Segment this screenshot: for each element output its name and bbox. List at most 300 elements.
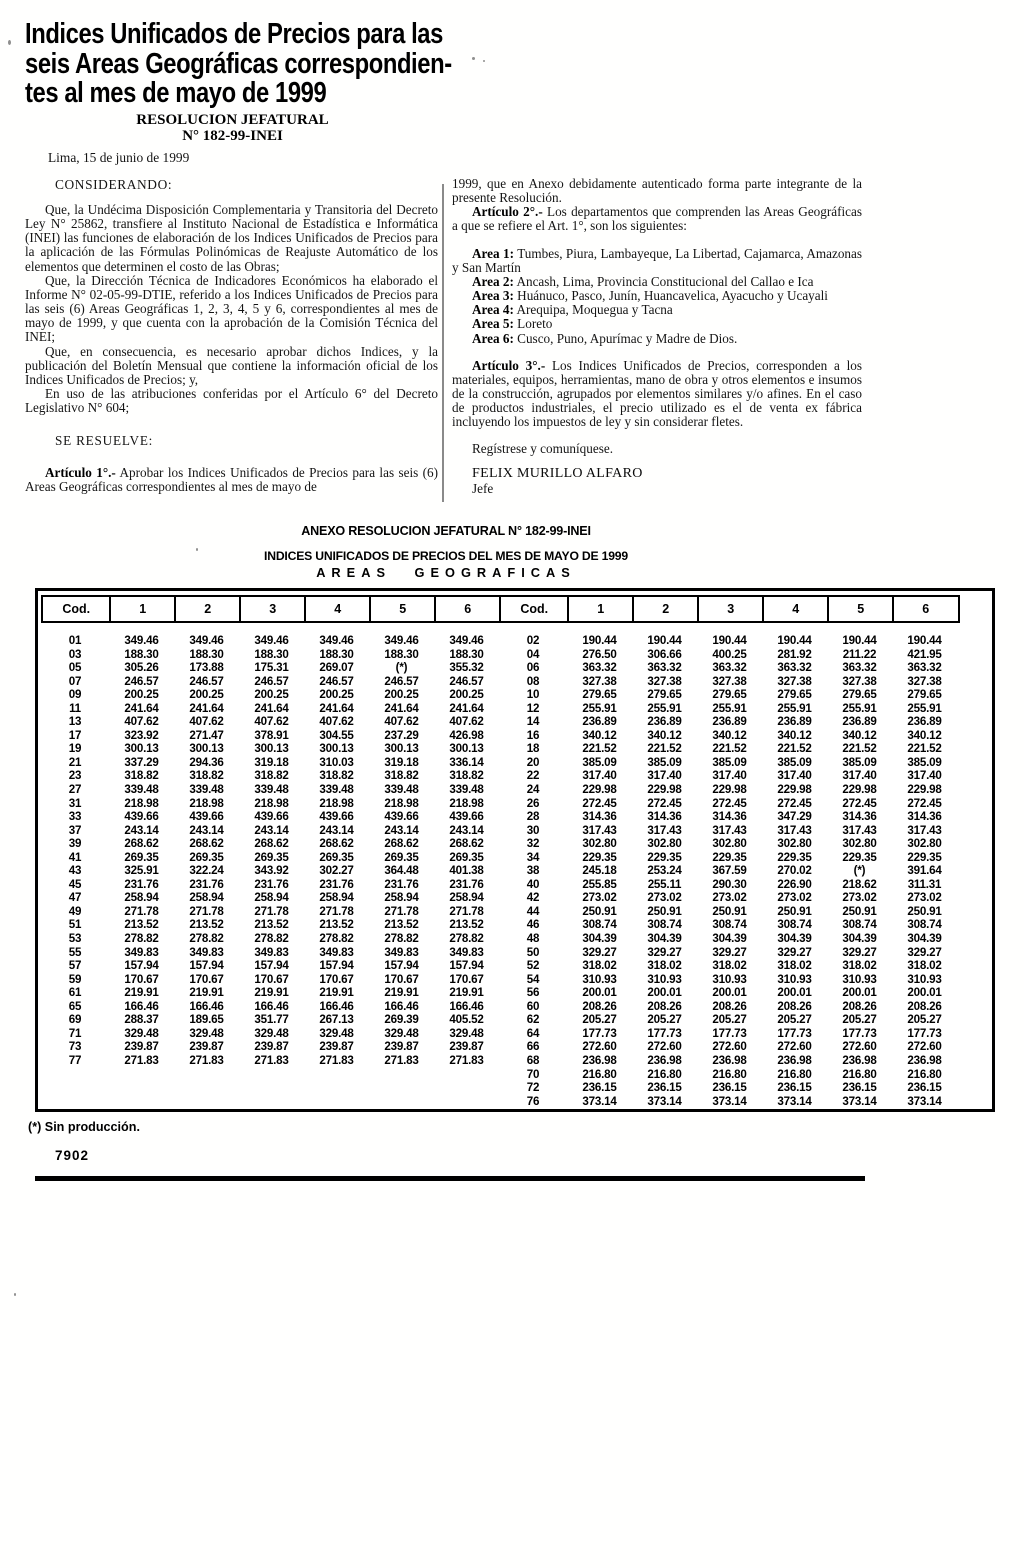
price-value: 216.80 <box>582 1067 617 1081</box>
price-value: 378.91 <box>254 728 289 742</box>
row-code: 24 <box>526 783 540 797</box>
row-code: 64 <box>526 1026 540 1040</box>
price-value: 272.45 <box>907 796 942 810</box>
price-value: 231.76 <box>449 877 484 891</box>
row-code: 55 <box>68 945 82 959</box>
price-value: 239.87 <box>384 1040 419 1054</box>
area-departments: Huánuco, Pasco, Junín, Huancavelica, Ayacucho y Ucayali <box>517 288 828 304</box>
column-header: 5 <box>369 595 437 623</box>
area-departments: Arequipa, Moquegua y Tacna <box>516 302 673 318</box>
price-value: 269.39 <box>384 1013 419 1027</box>
row-code: 61 <box>68 986 82 1000</box>
column-header: 2 <box>632 595 700 623</box>
row-code: 53 <box>68 932 82 946</box>
price-value: 255.91 <box>712 701 747 715</box>
row-code: 09 <box>68 688 82 702</box>
price-value: 278.82 <box>124 932 159 946</box>
price-value: 385.09 <box>777 755 812 769</box>
price-value: 317.43 <box>777 823 812 837</box>
price-value: 300.13 <box>449 742 484 756</box>
price-value <box>239 1068 304 1082</box>
scan-speck <box>14 1293 16 1296</box>
price-value: 327.38 <box>842 674 877 688</box>
price-value: 340.12 <box>647 728 682 742</box>
articulo-1 <box>25 466 438 494</box>
price-value: 243.14 <box>384 823 419 837</box>
price-value: 229.35 <box>842 850 877 864</box>
price-value: 218.98 <box>319 796 354 810</box>
row-code: 13 <box>68 715 82 729</box>
price-value <box>109 1095 174 1109</box>
row-code: 31 <box>68 796 82 810</box>
articulo-2-lead: Artículo 2°.- <box>472 204 543 220</box>
price-value: 208.26 <box>842 999 877 1013</box>
price-value: 269.35 <box>384 850 419 864</box>
column-header: 5 <box>827 595 895 623</box>
price-value: 236.15 <box>582 1081 617 1095</box>
price-value: 166.46 <box>124 999 159 1013</box>
price-value: 439.66 <box>384 810 419 824</box>
price-value: 255.91 <box>777 701 812 715</box>
row-code: 27 <box>68 783 82 797</box>
price-value: 279.65 <box>647 688 682 702</box>
price-value: 304.39 <box>777 932 812 946</box>
price-value: 236.89 <box>582 715 617 729</box>
se-resuelve-label: SE RESUELVE: <box>55 433 154 449</box>
price-value: 317.40 <box>777 769 812 783</box>
row-code: 04 <box>526 647 540 661</box>
price-value: 329.27 <box>647 945 682 959</box>
price-value: 279.65 <box>842 688 877 702</box>
price-value: 250.91 <box>777 904 812 918</box>
row-code: 72 <box>526 1081 540 1095</box>
price-value: 250.91 <box>582 904 617 918</box>
price-value: 236.98 <box>777 1053 812 1067</box>
price-value: 268.62 <box>384 837 419 851</box>
price-value: 349.46 <box>254 634 289 647</box>
price-value <box>434 1081 499 1095</box>
price-value: 166.46 <box>189 999 224 1013</box>
area-label: Area 3: <box>472 288 514 304</box>
area-line <box>452 275 862 289</box>
price-value: 300.13 <box>254 742 289 756</box>
price-value: 407.62 <box>254 715 289 729</box>
price-value: 349.46 <box>319 634 354 647</box>
price-value: 218.98 <box>254 796 289 810</box>
price-value <box>174 1068 239 1082</box>
price-value: 349.83 <box>384 945 419 959</box>
row-code: 47 <box>68 891 82 905</box>
price-value: 305.26 <box>124 661 159 675</box>
price-value: 208.26 <box>647 999 682 1013</box>
price-value: 213.52 <box>449 918 484 932</box>
paragraph-text: Que, la Undécima Disposición Complementaria y Transitoria del Decreto Ley N° 25862, transfiere al Instituto Nacional de Estadística e Informática (INEI) las funciones de elaboración de los Indices Unificados de Precios para la aplicación de las Fórmulas Polinómicas de Reajuste Automático de los elementos que determinen el costo de las Obras; <box>25 202 438 274</box>
column-header: 6 <box>434 595 502 623</box>
price-value: 236.15 <box>647 1081 682 1095</box>
row-code: 14 <box>526 715 540 729</box>
price-value: 177.73 <box>907 1026 942 1040</box>
price-value: 401.38 <box>449 864 484 878</box>
price-value: 157.94 <box>384 959 419 973</box>
price-value: 243.14 <box>319 823 354 837</box>
price-value: 367.59 <box>712 864 747 878</box>
price-value: 219.91 <box>189 986 224 1000</box>
price-value: 310.93 <box>582 972 617 986</box>
price-value: 327.38 <box>647 674 682 688</box>
price-value: 205.27 <box>582 1013 617 1027</box>
price-value: 269.35 <box>319 850 354 864</box>
price-value: 271.83 <box>189 1053 224 1067</box>
row-code: 08 <box>526 674 540 688</box>
price-value <box>369 1095 434 1109</box>
paragraph-text: En uso de las atribuciones conferidas por el Artículo 6° del Decreto Legislativo N° 604; <box>25 386 438 416</box>
price-value <box>369 1068 434 1082</box>
price-value: 177.73 <box>712 1026 747 1040</box>
price-value: 351.77 <box>254 1013 289 1027</box>
price-value: 349.46 <box>189 634 224 647</box>
price-value: 318.82 <box>189 769 224 783</box>
price-value: 272.45 <box>582 796 617 810</box>
price-value: 273.02 <box>647 891 682 905</box>
row-code: 44 <box>526 904 540 918</box>
price-value: 317.43 <box>582 823 617 837</box>
row-code: 01 <box>68 634 82 647</box>
price-value <box>304 1068 369 1082</box>
price-value: 349.83 <box>254 945 289 959</box>
price-value: 310.93 <box>842 972 877 986</box>
price-value: 271.78 <box>124 904 159 918</box>
paragraph <box>25 345 438 387</box>
price-value: 329.48 <box>319 1026 354 1040</box>
price-value: 276.50 <box>582 647 617 661</box>
price-value: 347.29 <box>777 810 812 824</box>
price-value: 373.14 <box>777 1094 812 1108</box>
price-value: 278.82 <box>319 932 354 946</box>
price-value: 385.09 <box>712 755 747 769</box>
price-value: 318.02 <box>647 959 682 973</box>
price-value: 317.40 <box>712 769 747 783</box>
price-value: 200.25 <box>319 688 354 702</box>
price-value: 373.14 <box>582 1094 617 1108</box>
paragraph <box>25 274 438 345</box>
row-code <box>41 1095 109 1109</box>
price-value: 221.52 <box>582 742 617 756</box>
paragraph <box>25 387 438 415</box>
row-code: 02 <box>526 634 540 647</box>
price-value: 157.94 <box>254 959 289 973</box>
price-value: 340.12 <box>712 728 747 742</box>
price-table-header <box>41 595 992 623</box>
price-value: 294.36 <box>189 755 224 769</box>
price-value: 304.39 <box>907 932 942 946</box>
price-value: 258.94 <box>124 891 159 905</box>
price-value: 322.24 <box>189 864 224 878</box>
row-code: 60 <box>526 999 540 1013</box>
price-value: 323.92 <box>124 728 159 742</box>
price-value: 271.83 <box>254 1053 289 1067</box>
price-value: 258.94 <box>189 891 224 905</box>
price-value <box>174 1095 239 1109</box>
price-value: 317.43 <box>842 823 877 837</box>
row-code: 05 <box>68 661 82 675</box>
price-value: 250.91 <box>842 904 877 918</box>
price-value: 391.64 <box>907 864 942 878</box>
price-value: 318.82 <box>254 769 289 783</box>
price-value: 218.98 <box>449 796 484 810</box>
row-code: 62 <box>526 1013 540 1027</box>
row-code <box>41 1081 109 1095</box>
row-code: 70 <box>526 1067 540 1081</box>
price-value: 219.91 <box>449 986 484 1000</box>
price-value: 258.94 <box>254 891 289 905</box>
price-value: 267.13 <box>319 1013 354 1027</box>
price-value: 329.27 <box>582 945 617 959</box>
price-value: 385.09 <box>647 755 682 769</box>
price-value: 272.45 <box>647 796 682 810</box>
paragraph-text: Que, en consecuencia, es necesario aprobar dichos Indices, y la publicación del Boletín Mensual que contiene la información oficial de los Indices Unificados de Precios; y, <box>25 343 438 387</box>
price-value: 211.22 <box>842 647 877 661</box>
price-value: 239.87 <box>254 1040 289 1054</box>
price-value: 177.73 <box>842 1026 877 1040</box>
area-line <box>452 303 862 317</box>
price-value: 363.32 <box>582 661 617 675</box>
price-value: 273.02 <box>842 891 877 905</box>
price-value: 190.44 <box>842 634 877 647</box>
price-value: 188.30 <box>189 647 224 661</box>
area-label: Area 2: <box>472 273 514 289</box>
row-code: 33 <box>68 810 82 824</box>
resolution-heading-line1: RESOLUCION JEFATURAL <box>136 112 329 128</box>
column-rule <box>442 184 444 502</box>
price-value: 271.78 <box>189 904 224 918</box>
price-value: 177.73 <box>582 1026 617 1040</box>
column-header: Cod. <box>41 595 112 623</box>
price-value: 246.57 <box>189 674 224 688</box>
price-value: 166.46 <box>254 999 289 1013</box>
price-value: 243.14 <box>189 823 224 837</box>
price-value: 166.46 <box>449 999 484 1013</box>
price-value: 221.52 <box>647 742 682 756</box>
price-value: 216.80 <box>907 1067 942 1081</box>
price-value: 363.32 <box>842 661 877 675</box>
price-value: 310.93 <box>777 972 812 986</box>
price-value: 272.45 <box>777 796 812 810</box>
price-value: 231.76 <box>254 877 289 891</box>
considerando-paragraphs <box>25 203 438 415</box>
articulo-3-text: Los Indices Unificados de Precios, corresponden a los materiales, equipos, herramientas, mano de obra y otros elementos e insumos de la construcción, agrupados por elementos similares y/o afines. En el caso de productos industriales, el precio utilizado es el de venta ex fábrica incluyendo los impuestos de ley y sin considerar fletes. <box>452 357 863 430</box>
price-value: 407.62 <box>449 715 484 729</box>
price-value: 170.67 <box>384 972 419 986</box>
price-value: 385.09 <box>907 755 942 769</box>
price-value: 170.67 <box>124 972 159 986</box>
price-value: 349.46 <box>449 634 484 647</box>
price-value: 190.44 <box>647 634 682 647</box>
row-code: 42 <box>526 891 540 905</box>
price-value: 364.48 <box>384 864 419 878</box>
price-table-body <box>41 634 992 1108</box>
area-label: Area 1: <box>472 245 514 261</box>
area-departments: Ancash, Lima, Provincia Constitucional del Callao e Ica <box>516 273 814 289</box>
price-value: 318.82 <box>124 769 159 783</box>
price-value: 318.02 <box>907 959 942 973</box>
paragraph-text: Que, la Dirección Técnica de Indicadores Económicos ha elaborado el Informe N° 02-05-99-DTIE, referido a los Indices Unificados de Precios para las seis (6) Areas Geográficas 1, 2, 3, 4, 5 y 6, correspondientes al mes de mayo de 1999, y que cuenta con la aprobación de la Comisión Técnica del INEI; <box>25 272 438 345</box>
price-value: 190.44 <box>777 634 812 647</box>
price-value: 188.30 <box>449 647 484 661</box>
row-code: 71 <box>68 1026 82 1040</box>
area-line <box>452 332 862 346</box>
price-value: 272.45 <box>842 796 877 810</box>
price-value: 239.87 <box>449 1040 484 1054</box>
price-value: 339.48 <box>189 783 224 797</box>
left-column <box>25 203 438 494</box>
column-header: 4 <box>762 595 830 623</box>
price-value: 157.94 <box>449 959 484 973</box>
price-value: 363.32 <box>907 661 942 675</box>
price-value: 317.43 <box>907 823 942 837</box>
price-value: 229.98 <box>842 783 877 797</box>
price-value: 318.02 <box>582 959 617 973</box>
price-value: 439.66 <box>254 810 289 824</box>
row-code: 10 <box>526 688 540 702</box>
price-value: 279.65 <box>582 688 617 702</box>
price-value: 188.30 <box>384 647 419 661</box>
price-value: 200.01 <box>712 986 747 1000</box>
row-code: 59 <box>68 972 82 986</box>
price-value: 271.83 <box>319 1053 354 1067</box>
price-value: 221.52 <box>907 742 942 756</box>
price-value: 308.74 <box>647 918 682 932</box>
price-value: 236.15 <box>842 1081 877 1095</box>
price-value: 166.46 <box>384 999 419 1013</box>
price-value: (*) <box>395 661 408 675</box>
price-value: 236.89 <box>907 715 942 729</box>
row-code: 49 <box>68 904 82 918</box>
price-value <box>369 1081 434 1095</box>
row-code: 26 <box>526 796 540 810</box>
price-value: 318.02 <box>777 959 812 973</box>
price-value: 236.89 <box>842 715 877 729</box>
price-value: 157.94 <box>124 959 159 973</box>
price-value: 349.83 <box>189 945 224 959</box>
areas-list <box>452 247 862 346</box>
price-value: 329.27 <box>907 945 942 959</box>
price-value: 189.65 <box>189 1013 224 1027</box>
price-value: 253.24 <box>647 864 682 878</box>
price-value: 339.48 <box>124 783 159 797</box>
price-value: 310.93 <box>712 972 747 986</box>
price-value: 200.01 <box>842 986 877 1000</box>
price-value: 407.62 <box>319 715 354 729</box>
price-value: 239.87 <box>189 1040 224 1054</box>
row-code: 28 <box>526 810 540 824</box>
price-value: 200.01 <box>647 986 682 1000</box>
price-value: 269.35 <box>189 850 224 864</box>
row-code: 21 <box>68 755 82 769</box>
price-value: 190.44 <box>907 634 942 647</box>
column-header: Cod. <box>499 595 570 623</box>
price-value: 363.32 <box>777 661 812 675</box>
price-value: 258.94 <box>319 891 354 905</box>
row-code: 48 <box>526 932 540 946</box>
price-value: 308.74 <box>842 918 877 932</box>
price-value: 170.67 <box>189 972 224 986</box>
price-value: 250.91 <box>907 904 942 918</box>
price-value: 200.25 <box>189 688 224 702</box>
price-value: 236.98 <box>647 1053 682 1067</box>
price-value: 173.88 <box>189 661 224 675</box>
price-value: 272.60 <box>712 1040 747 1054</box>
price-value: 272.45 <box>712 796 747 810</box>
price-value: 317.40 <box>582 769 617 783</box>
price-value: 308.74 <box>907 918 942 932</box>
price-value: 229.35 <box>647 850 682 864</box>
price-value: 241.64 <box>254 701 289 715</box>
price-value: 236.15 <box>907 1081 942 1095</box>
price-value: 302.80 <box>907 837 942 851</box>
price-value <box>304 1095 369 1109</box>
price-value: 205.27 <box>907 1013 942 1027</box>
price-value <box>174 1081 239 1095</box>
price-value: 317.43 <box>647 823 682 837</box>
price-value: 205.27 <box>712 1013 747 1027</box>
row-code: 46 <box>526 918 540 932</box>
price-value: 239.87 <box>319 1040 354 1054</box>
price-value: 241.64 <box>319 701 354 715</box>
price-value: 268.62 <box>449 837 484 851</box>
price-value <box>109 1081 174 1095</box>
price-value: 373.14 <box>907 1094 942 1108</box>
price-value: 175.31 <box>254 661 289 675</box>
price-value: 349.46 <box>124 634 159 647</box>
row-code: 03 <box>68 647 82 661</box>
price-value: 373.14 <box>712 1094 747 1108</box>
price-value: 213.52 <box>319 918 354 932</box>
price-value: 213.52 <box>384 918 419 932</box>
price-value: 302.80 <box>647 837 682 851</box>
price-value: 231.76 <box>124 877 159 891</box>
price-value <box>434 1068 499 1082</box>
price-value: 241.64 <box>384 701 419 715</box>
row-code: 17 <box>68 728 82 742</box>
price-value: 229.35 <box>777 850 812 864</box>
scan-speck <box>483 60 485 62</box>
column-header: 3 <box>239 595 307 623</box>
price-value: 208.26 <box>907 999 942 1013</box>
price-value: 200.25 <box>254 688 289 702</box>
considerando-label: CONSIDERANDO: <box>55 177 173 192</box>
price-value: 218.98 <box>189 796 224 810</box>
price-value: 363.32 <box>647 661 682 675</box>
dateline: Lima, 15 de junio de 1999 <box>48 150 190 165</box>
price-value: 329.48 <box>384 1026 419 1040</box>
price-value: 339.48 <box>449 783 484 797</box>
scan-speck <box>472 57 475 60</box>
price-value: 318.82 <box>319 769 354 783</box>
price-value: 250.91 <box>647 904 682 918</box>
price-value: 231.76 <box>319 877 354 891</box>
area-label: Area 5: <box>472 316 514 332</box>
price-value: 278.82 <box>189 932 224 946</box>
price-value <box>109 1068 174 1082</box>
area-line <box>452 289 862 303</box>
area-departments: Tumbes, Piura, Lambayeque, La Libertad, Cajamarca, Amazonas y San Martín <box>452 245 863 275</box>
row-code: 20 <box>526 755 540 769</box>
price-value: 439.66 <box>449 810 484 824</box>
price-value: 373.14 <box>842 1094 877 1108</box>
row-code: 66 <box>526 1040 540 1054</box>
price-value: 205.27 <box>647 1013 682 1027</box>
price-value: 385.09 <box>842 755 877 769</box>
